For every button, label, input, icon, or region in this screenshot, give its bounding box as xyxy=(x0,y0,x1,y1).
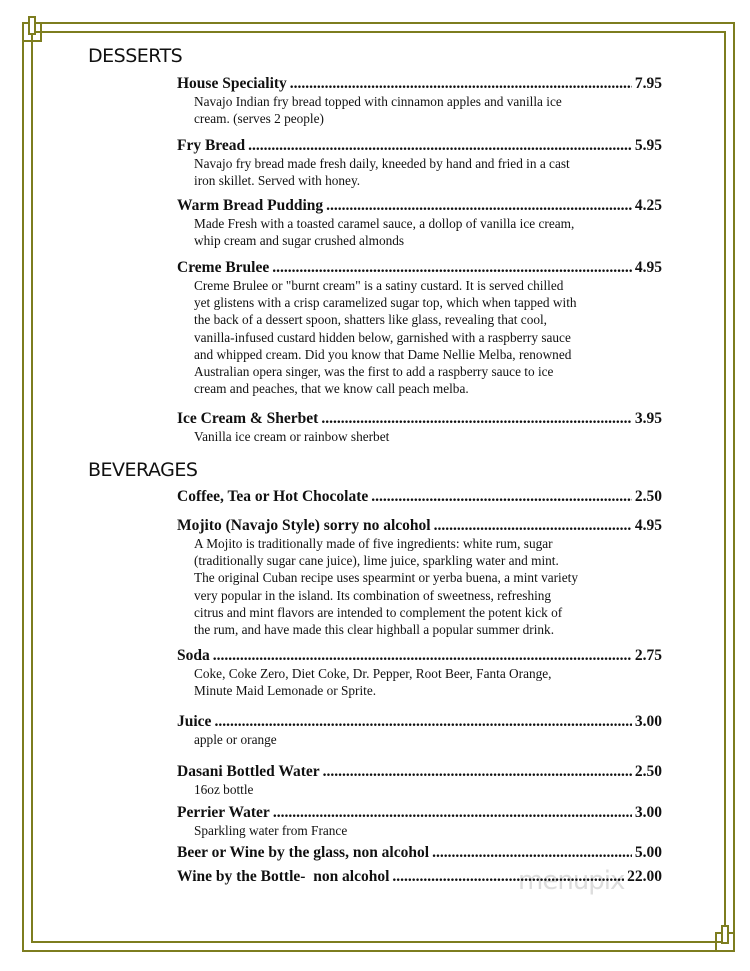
description-line: and whipped cream. Did you know that Dame Nellie Melba, renowned xyxy=(194,346,572,362)
item-name: House Speciality xyxy=(177,75,287,92)
menu-item-row xyxy=(177,804,662,822)
item-price: 3.00 xyxy=(634,804,662,821)
item-description xyxy=(194,535,662,638)
item-description xyxy=(194,731,662,748)
item-description xyxy=(194,155,662,189)
dot-leader xyxy=(321,410,632,428)
menu-item xyxy=(177,75,662,127)
menu-item xyxy=(177,647,662,699)
corner-ornament xyxy=(721,925,729,944)
description-line: the rum, and have made this clear highball a popular summer drink. xyxy=(194,622,555,638)
item-description xyxy=(194,428,662,445)
description-line: very popular in the island. Its combination of sweetness, refreshing xyxy=(194,587,552,603)
description-line: whip cream and sugar crushed almonds xyxy=(194,233,405,249)
dot-leader xyxy=(290,75,632,93)
dot-leader xyxy=(213,647,632,665)
description-line: citrus and mint flavors are intended to complement the potent kick of xyxy=(194,604,563,620)
description-line: A Mojito is traditionally made of five ingredients: white rum, sugar xyxy=(194,536,553,551)
description-line: apple or orange xyxy=(194,732,277,747)
item-description xyxy=(194,277,662,397)
item-price: 2.75 xyxy=(634,647,662,664)
item-price: 4.95 xyxy=(634,517,662,534)
item-name: Soda xyxy=(177,647,210,664)
item-name: Wine by the Bottle- non alcohol xyxy=(177,868,390,885)
item-price: 5.95 xyxy=(634,137,662,154)
menu-item-row xyxy=(177,488,662,506)
menu-item xyxy=(177,410,662,445)
menu-item-row xyxy=(177,410,662,428)
dot-leader xyxy=(392,868,624,886)
item-name: Perrier Water xyxy=(177,804,270,821)
menu-item-row xyxy=(177,647,662,665)
description-line: yet glistens with a crisp caramelized sugar top, which when tapped with xyxy=(194,295,577,311)
menu-item-row xyxy=(177,197,662,215)
dot-leader xyxy=(434,517,632,535)
dot-leader xyxy=(248,137,632,155)
description-line: 16oz bottle xyxy=(194,782,254,797)
description-line: vanilla-infused custard hidden below, garnished with a raspberry sauce xyxy=(194,329,571,345)
menu-item-row xyxy=(177,259,662,277)
menu-item-row xyxy=(177,137,662,155)
description-line: cream. (serves 2 people) xyxy=(194,111,324,127)
item-description xyxy=(194,822,662,839)
item-price: 5.00 xyxy=(634,844,662,861)
menu-item-row xyxy=(177,713,662,731)
menu-item xyxy=(177,713,662,748)
item-price: 22.00 xyxy=(627,868,662,885)
menu-item-row xyxy=(177,868,662,886)
item-description xyxy=(194,93,662,127)
menu-item-row xyxy=(177,75,662,93)
section-heading: DESSERTS xyxy=(88,45,183,67)
description-line: Australian opera singer, was the first to add a raspberry sauce to ice xyxy=(194,364,554,380)
description-line: cream and peaches, that we know call peach melba. xyxy=(194,381,469,397)
menu-item xyxy=(177,844,662,862)
item-price: 2.50 xyxy=(634,488,662,505)
menu-item-row xyxy=(177,763,662,781)
item-description xyxy=(194,215,662,249)
item-price: 2.50 xyxy=(634,763,662,780)
item-price: 3.95 xyxy=(634,410,662,427)
dot-leader xyxy=(371,488,632,506)
description-line: Creme Brulee or "burnt cream" is a satiny custard. It is served chilled xyxy=(194,278,564,293)
description-line: Vanilla ice cream or rainbow sherbet xyxy=(194,429,390,444)
dot-leader xyxy=(272,259,632,277)
description-line: Sparkling water from France xyxy=(194,823,348,838)
item-name: Fry Bread xyxy=(177,137,246,154)
item-name: Creme Brulee xyxy=(177,259,270,276)
description-line: The original Cuban recipe uses spearmint or yerba buena, a mint variety xyxy=(194,570,578,586)
description-line: Minute Maid Lemonade or Sprite. xyxy=(194,683,377,699)
menu-item xyxy=(177,868,662,886)
menu-item xyxy=(177,488,662,506)
dot-leader xyxy=(326,197,632,215)
corner-ornament xyxy=(28,16,36,35)
item-name: Juice xyxy=(177,713,212,730)
section-heading: BEVERAGES xyxy=(88,459,198,481)
item-price: 3.00 xyxy=(634,713,662,730)
dot-leader xyxy=(273,804,632,822)
menu-item xyxy=(177,804,662,839)
menu-item-row xyxy=(177,844,662,862)
description-line: iron skillet. Served with honey. xyxy=(194,173,361,189)
dot-leader xyxy=(432,844,632,862)
menu-item xyxy=(177,197,662,249)
menu-item xyxy=(177,259,662,397)
menu-item xyxy=(177,137,662,189)
item-name: Mojito (Navajo Style) sorry no alcohol xyxy=(177,517,431,534)
menu-item xyxy=(177,763,662,798)
dot-leader xyxy=(323,763,632,781)
item-name: Coffee, Tea or Hot Chocolate xyxy=(177,488,369,505)
item-description xyxy=(194,781,662,798)
description-line: Navajo Indian fry bread topped with cinnamon apples and vanilla ice xyxy=(194,94,562,109)
watermark: menupix xyxy=(518,866,625,896)
item-description xyxy=(194,665,662,699)
item-price: 4.25 xyxy=(634,197,662,214)
dot-leader xyxy=(214,713,631,731)
description-line: the back of a dessert spoon, shatters like glass, revealing that cool, xyxy=(194,312,548,328)
item-name: Dasani Bottled Water xyxy=(177,763,320,780)
description-line: (traditionally sugar cane juice), lime juice, sparkling water and mint. xyxy=(194,553,559,569)
item-price: 7.95 xyxy=(634,75,662,92)
menu-item-row xyxy=(177,517,662,535)
item-name: Warm Bread Pudding xyxy=(177,197,324,214)
description-line: Navajo fry bread made fresh daily, kneeded by hand and fried in a cast xyxy=(194,156,570,171)
item-name: Beer or Wine by the glass, non alcohol xyxy=(177,844,430,861)
menu-item xyxy=(177,517,662,638)
description-line: Coke, Coke Zero, Diet Coke, Dr. Pepper, Root Beer, Fanta Orange, xyxy=(194,666,552,681)
item-price: 4.95 xyxy=(634,259,662,276)
item-name: Ice Cream & Sherbet xyxy=(177,410,319,427)
description-line: Made Fresh with a toasted caramel sauce, a dollop of vanilla ice cream, xyxy=(194,216,575,231)
